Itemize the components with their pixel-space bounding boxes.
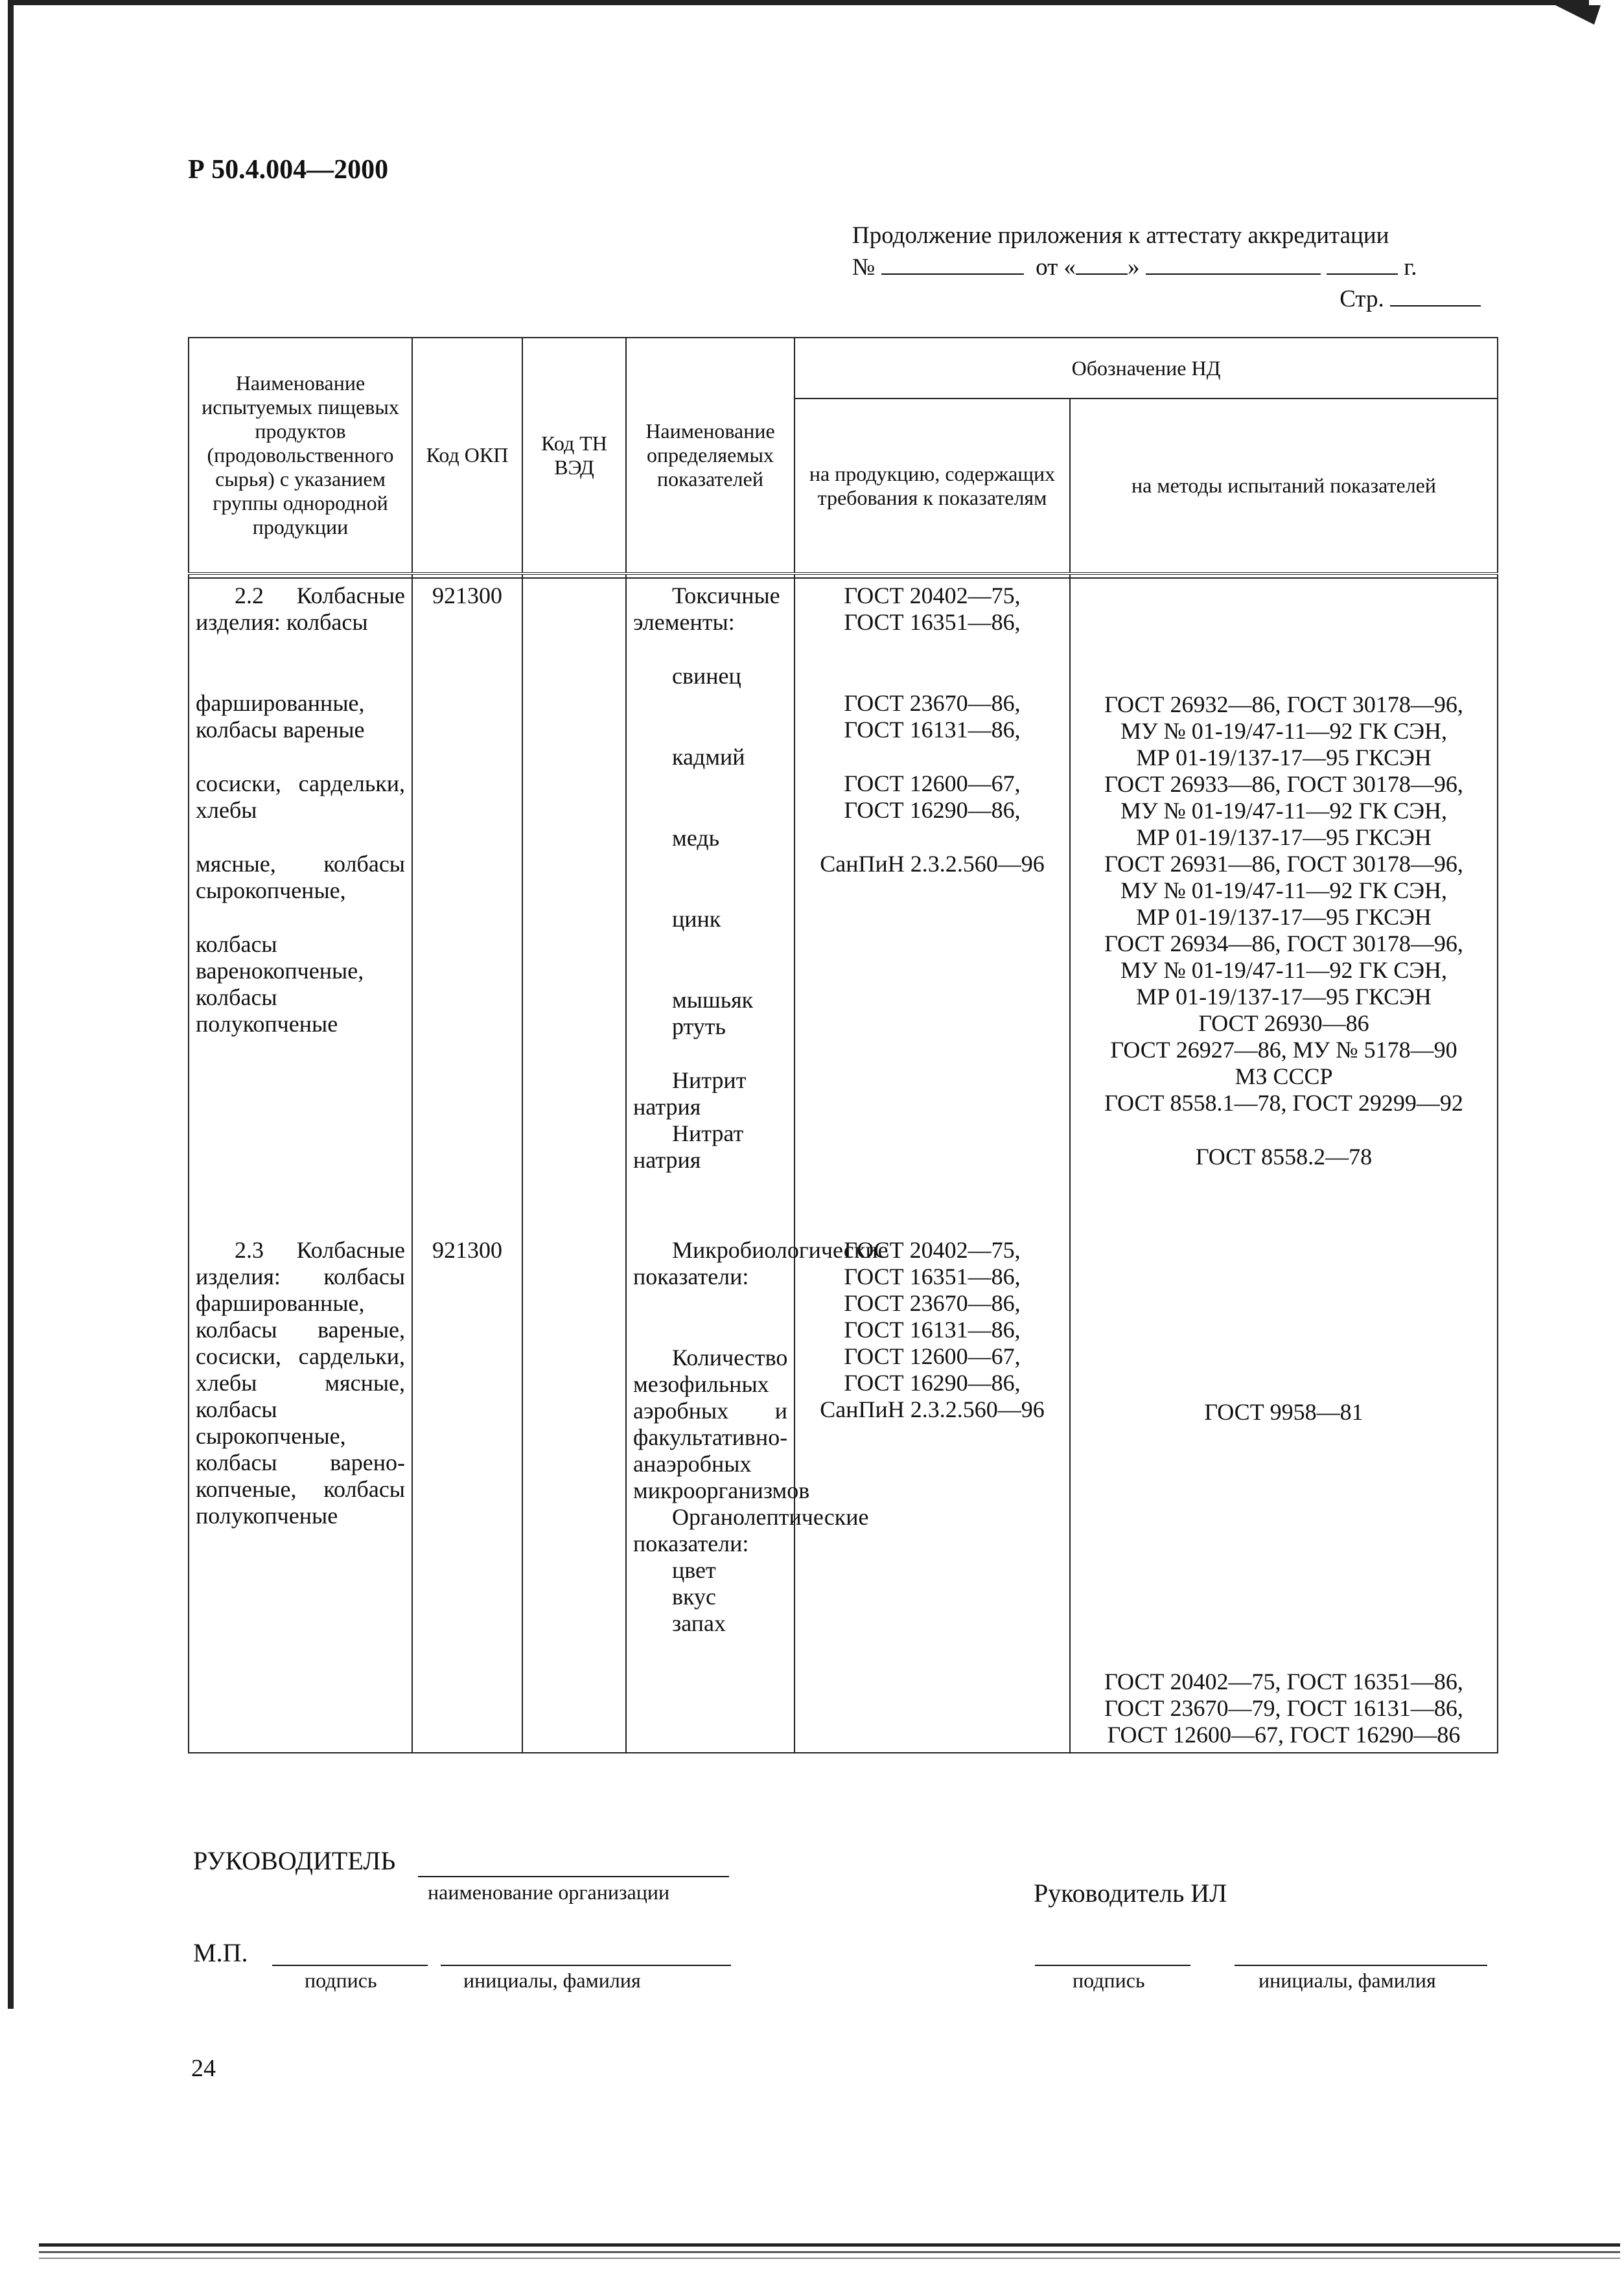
scan-border-bottom <box>39 2251 1620 2253</box>
indicator-item: медь <box>672 825 720 851</box>
lab-initials-caption: инициалы, фамилия <box>1259 1969 1436 1992</box>
product-item: фаршированные, колбасы вареные <box>196 690 365 743</box>
page-label: Стр. <box>1340 286 1384 312</box>
nd-method-ref: ГОСТ 26930—86 <box>1198 1010 1369 1036</box>
okp-cell <box>412 578 522 1753</box>
column-header-okp: Код ОКП <box>412 338 522 573</box>
signature-blank <box>272 1965 428 1966</box>
product-cell <box>189 578 412 1753</box>
appendix-continuation <box>852 220 1487 315</box>
nd-method-ref: ГОСТ 26931—86, ГОСТ 30178—96, <box>1104 851 1463 877</box>
indicator-item: цинк <box>672 906 721 932</box>
month-blank <box>1146 251 1321 275</box>
signature-caption: подпись <box>305 1969 377 1992</box>
column-header-nd-group: Обозначение НД <box>795 338 1498 399</box>
number-blank <box>881 251 1024 275</box>
nd-method-ref: ГОСТ 26932—86, ГОСТ 30178—96, <box>1104 691 1463 717</box>
nd-product-ref: ГОСТ 20402—75, <box>844 1237 1021 1263</box>
organization-caption: наименование организации <box>428 1880 670 1904</box>
indicator-item: кадмий <box>672 744 745 770</box>
scan-corner-mark <box>1555 5 1601 25</box>
number-label: № <box>852 254 876 281</box>
nd-method-ref: МР 01-19/137-17—95 ГКСЭН <box>1136 984 1432 1010</box>
scan-border-top <box>8 0 1589 12</box>
nd-product-ref: ГОСТ 23670—86, <box>844 690 1021 716</box>
nd-product-ref: ГОСТ 16131—86, <box>844 717 1021 743</box>
date-quote-close: » <box>1128 254 1140 281</box>
indicator-item: Количество мезофильных аэробных и факультативно-анаэробных микроорганизмов <box>633 1345 810 1503</box>
nd-method-ref: МР 01-19/137-17—95 ГКСЭН <box>1136 824 1432 850</box>
lab-signature-blank <box>1035 1965 1190 1966</box>
nd-product-ref: СанПиН 2.3.2.560—96 <box>820 851 1045 877</box>
nd-method-ref: ГОСТ 23670—79, ГОСТ 16131—86, <box>1104 1695 1463 1721</box>
initials-caption: инициалы, фамилия <box>463 1969 641 1992</box>
nd-method-ref: ГОСТ 26934—86, ГОСТ 30178—96, <box>1104 931 1463 956</box>
indicator-item: мышьяк <box>672 987 754 1013</box>
day-blank <box>1076 251 1128 275</box>
indicator-item: цвет <box>672 1557 716 1583</box>
column-header-product: Наименование испытуемых пищевых продуктов (продовольственного сырья) с указанием группы однородной продукции <box>189 338 412 573</box>
column-header-nd-methods: на методы испытаний показателей <box>1070 399 1498 573</box>
nd-method-ref: МУ № 01-19/47-11—92 ГК СЭН, <box>1120 798 1448 824</box>
nd-product-ref: ГОСТ 16351—86, <box>844 609 1021 635</box>
column-header-indicators: Наименование определяемых показателей <box>626 338 795 573</box>
continuation-title: Продолжение приложения к аттестату аккредитации <box>852 222 1389 249</box>
nd-method-ref: МР 01-19/137-17—95 ГКСЭН <box>1136 904 1432 930</box>
page-blank <box>1390 283 1481 307</box>
nd-method-ref: МУ № 01-19/47-11—92 ГК СЭН, <box>1120 718 1448 744</box>
indicators-cell <box>626 578 888 1753</box>
page-line <box>852 283 1487 315</box>
indicator-item: запах <box>672 1610 726 1636</box>
nd-product-ref: ГОСТ 12600—67, <box>844 1343 1021 1369</box>
head-label: РУКОВОДИТЕЛЬ <box>193 1846 396 1875</box>
column-header-nd-product: на продукцию, содержащих требования к показателям <box>795 399 1070 573</box>
nd-method-ref: ГОСТ 12600—67, ГОСТ 16290—86 <box>1107 1722 1461 1748</box>
okp-code: 921300 <box>432 583 502 608</box>
nd-method-ref: ГОСТ 26927—86, МУ № 5178—90 <box>1110 1037 1457 1063</box>
column-header-tnved: Код ТН ВЭД <box>522 338 626 573</box>
accreditation-table <box>188 337 1498 1753</box>
date-from-label: от « <box>1036 254 1076 281</box>
product-item: мясные, колбасы сырокопченые, <box>196 851 405 903</box>
nd-product-ref: ГОСТ 16290—86, <box>844 797 1021 823</box>
year-blank <box>1327 251 1398 275</box>
product-item: колбасы варенокопченые, колбасы полукопченые <box>196 931 364 1037</box>
page-number: 24 <box>191 2055 216 2082</box>
nd-product-ref: ГОСТ 16131—86, <box>844 1317 1021 1343</box>
lab-initials-blank <box>1235 1965 1487 1966</box>
nd-product-ref: ГОСТ 12600—67, <box>844 770 1021 796</box>
nd-method-ref: ГОСТ 20402—75, ГОСТ 16351—86, <box>1104 1669 1463 1695</box>
okp-code: 921300 <box>432 1237 502 1263</box>
nd-product-ref: ГОСТ 23670—86, <box>844 1290 1021 1316</box>
indicator-item: вкус <box>672 1584 716 1610</box>
indicator-group: Микробиологические показатели: <box>633 1237 888 1290</box>
scan-border-left <box>8 0 14 2009</box>
certificate-number-line <box>852 251 1487 283</box>
nd-product-ref: ГОСТ 16351—86, <box>844 1264 1021 1290</box>
indicator-item: Нитрат натрия <box>633 1120 744 1173</box>
nd-method-ref: МУ № 01-19/47-11—92 ГК СЭН, <box>1120 957 1448 983</box>
nd-method-ref: ГОСТ 26933—86, ГОСТ 30178—96, <box>1104 771 1463 797</box>
nd-method-ref: МЗ СССР <box>1235 1063 1333 1089</box>
nd-product-ref: ГОСТ 16290—86, <box>844 1370 1021 1396</box>
nd-methods-cell <box>1070 578 1498 1753</box>
indicator-item: свинец <box>672 663 741 689</box>
scan-border-bottom <box>39 2243 1620 2247</box>
tnved-cell <box>522 578 626 1753</box>
table-row <box>189 578 1498 1753</box>
nd-method-ref: МР 01-19/137-17—95 ГКСЭН <box>1136 745 1432 770</box>
product-group-title: 2.3 Колбасные изделия: колбасы фаршированные, колбасы вареные, сосиски, сардельки, хлебы мясные, колбасы сырокопченые, колбасы варено-копченые, колбасы полукопченые <box>196 1237 405 1529</box>
nd-method-ref: ГОСТ 8558.2—78 <box>1195 1144 1373 1170</box>
lab-signature-caption: подпись <box>1073 1969 1145 1992</box>
stamp-label: М.П. <box>193 1938 248 1967</box>
nd-product-ref: СанПиН 2.3.2.560—96 <box>820 1396 1045 1422</box>
indicator-group: Органолептические показатели: <box>633 1504 869 1556</box>
indicator-item: Нитрит натрия <box>633 1067 747 1120</box>
product-group-title: 2.2 Колбасные изделия: колбасы <box>196 583 405 635</box>
initials-blank <box>441 1965 731 1966</box>
indicator-item: ртуть <box>672 1013 726 1039</box>
nd-method-ref: МУ № 01-19/47-11—92 ГК СЭН, <box>1120 877 1448 903</box>
nd-product-ref: ГОСТ 20402—75, <box>844 583 1021 608</box>
organization-blank <box>418 1876 729 1877</box>
lab-head-label: Руководитель ИЛ <box>1034 1879 1227 1908</box>
nd-method-ref: ГОСТ 9958—81 <box>1204 1399 1363 1425</box>
scan-border-bottom <box>39 2258 1620 2259</box>
indicator-group: Токсичные элементы: <box>633 583 780 635</box>
nd-product-cell <box>795 578 1070 1753</box>
nd-method-ref: ГОСТ 8558.1—78, ГОСТ 29299—92 <box>1104 1090 1463 1116</box>
year-label: г. <box>1404 254 1417 281</box>
product-item: сосиски, сардельки, хлебы <box>196 770 405 823</box>
document-code: Р 50.4.004—2000 <box>188 155 389 185</box>
